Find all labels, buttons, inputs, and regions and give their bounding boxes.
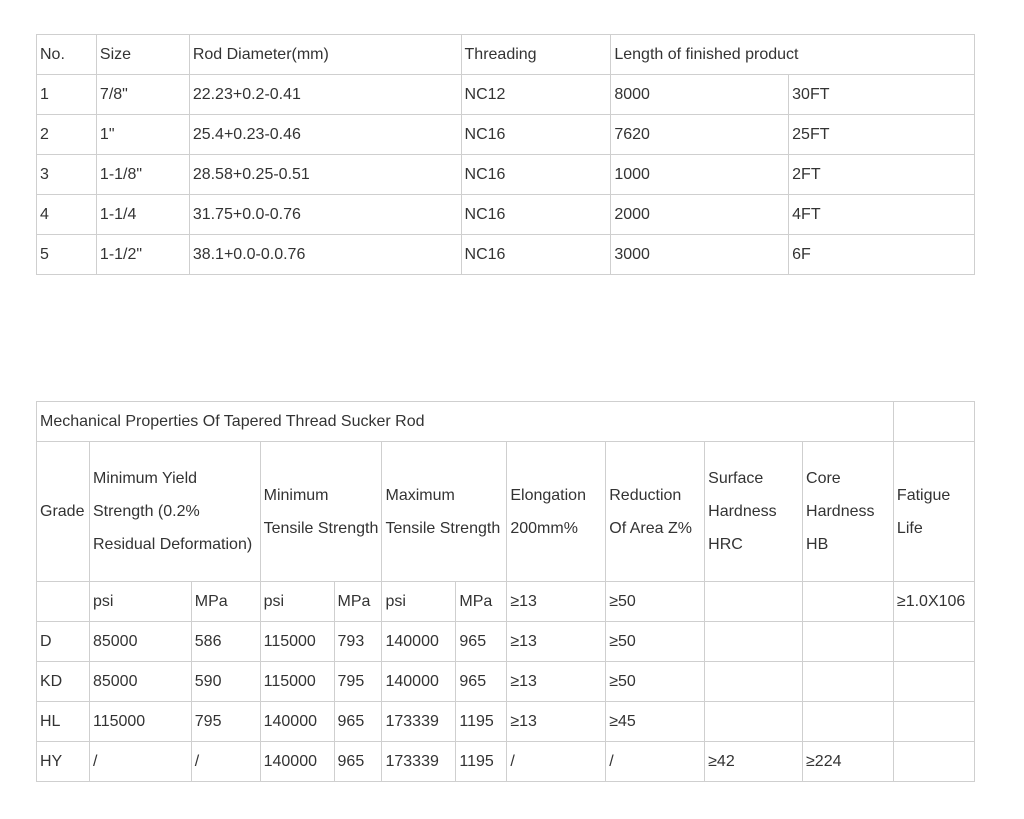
header-rod-diameter: Rod Diameter(mm)	[189, 35, 461, 75]
cell-fatigue-life	[893, 622, 974, 662]
cell-size: 1-1/2"	[96, 235, 189, 275]
cell-size: 1-1/8"	[96, 155, 189, 195]
cell-grade: KD	[37, 662, 90, 702]
cell-yield-mpa: 795	[191, 702, 260, 742]
header-grade: Grade	[37, 442, 90, 582]
cell-surface-hardness: ≥42	[705, 742, 803, 782]
rod-size-table	[36, 34, 975, 275]
header-min-tensile: Minimum Tensile Strength	[260, 442, 382, 582]
cell-fatigue-life: ≥1.0X106	[893, 582, 974, 622]
cell-min-tensile-mpa: 795	[334, 662, 382, 702]
table-row	[37, 235, 975, 275]
table-row	[37, 75, 975, 115]
cell-core-hardness	[803, 662, 894, 702]
cell-no: 4	[37, 195, 97, 235]
cell-no: 1	[37, 75, 97, 115]
header-no: No.	[37, 35, 97, 75]
cell-grade: HL	[37, 702, 90, 742]
header-max-tensile: Maximum Tensile Strength	[382, 442, 507, 582]
cell-max-tensile-psi: 173339	[382, 742, 456, 782]
cell-length: 2000	[611, 195, 789, 235]
cell-surface-hardness	[705, 582, 803, 622]
cell-length-ft: 6F	[789, 235, 975, 275]
cell-core-hardness	[803, 702, 894, 742]
cell-length: 3000	[611, 235, 789, 275]
cell-elongation: ≥13	[507, 662, 606, 702]
cell-length-ft: 25FT	[789, 115, 975, 155]
header-fatigue-life: Fatigue Life	[893, 442, 974, 582]
header-min-yield: Minimum Yield Strength (0.2% Residual Deformation)	[89, 442, 260, 582]
cell-threading: NC16	[461, 195, 611, 235]
cell-min-tensile-mpa: 965	[334, 702, 382, 742]
cell-elongation: ≥13	[507, 702, 606, 742]
cell-max-tensile-psi: psi	[382, 582, 456, 622]
cell-threading: NC16	[461, 235, 611, 275]
cell-min-tensile-mpa: MPa	[334, 582, 382, 622]
cell-reduction: /	[606, 742, 705, 782]
cell-yield-mpa: 586	[191, 622, 260, 662]
cell-elongation: /	[507, 742, 606, 782]
cell-rod-diameter: 31.75+0.0-0.76	[189, 195, 461, 235]
mechanical-properties-table	[36, 401, 975, 782]
cell-length: 1000	[611, 155, 789, 195]
cell-min-tensile-psi: 140000	[260, 742, 334, 782]
cell-grade: D	[37, 622, 90, 662]
cell-surface-hardness	[705, 622, 803, 662]
mech-table-title: Mechanical Properties Of Tapered Thread Sucker Rod	[37, 402, 894, 442]
table-row	[37, 702, 975, 742]
cell-max-tensile-psi: 140000	[382, 622, 456, 662]
header-threading: Threading	[461, 35, 611, 75]
cell-rod-diameter: 22.23+0.2-0.41	[189, 75, 461, 115]
cell-length-ft: 2FT	[789, 155, 975, 195]
table-row	[37, 155, 975, 195]
header-core-hardness: Core Hardness HB	[803, 442, 894, 582]
cell-size: 1-1/4	[96, 195, 189, 235]
unit-row	[37, 582, 975, 622]
cell-core-hardness	[803, 622, 894, 662]
cell-core-hardness	[803, 582, 894, 622]
cell-threading: NC16	[461, 155, 611, 195]
cell-no: 5	[37, 235, 97, 275]
cell-yield-mpa: MPa	[191, 582, 260, 622]
cell-max-tensile-mpa: 1195	[456, 742, 507, 782]
cell-min-tensile-psi: 140000	[260, 702, 334, 742]
cell-min-tensile-mpa: 793	[334, 622, 382, 662]
cell-rod-diameter: 25.4+0.23-0.46	[189, 115, 461, 155]
cell-length-ft: 4FT	[789, 195, 975, 235]
cell-yield-psi: psi	[89, 582, 191, 622]
cell-threading: NC16	[461, 115, 611, 155]
header-size: Size	[96, 35, 189, 75]
cell-yield-psi: 85000	[89, 662, 191, 702]
cell-no: 2	[37, 115, 97, 155]
cell-min-tensile-psi: 115000	[260, 622, 334, 662]
cell-yield-psi: 115000	[89, 702, 191, 742]
cell-max-tensile-mpa: 965	[456, 622, 507, 662]
cell-max-tensile-psi: 140000	[382, 662, 456, 702]
table-row	[37, 622, 975, 662]
header-reduction: Reduction Of Area Z%	[606, 442, 705, 582]
cell-yield-psi: 85000	[89, 622, 191, 662]
cell-max-tensile-psi: 173339	[382, 702, 456, 742]
cell-length: 8000	[611, 75, 789, 115]
cell-yield-mpa: /	[191, 742, 260, 782]
cell-surface-hardness	[705, 662, 803, 702]
cell-length: 7620	[611, 115, 789, 155]
cell-reduction: ≥50	[606, 582, 705, 622]
cell-size: 7/8"	[96, 75, 189, 115]
cell-grade: HY	[37, 742, 90, 782]
header-elongation: Elongation 200mm%	[507, 442, 606, 582]
cell-yield-psi: /	[89, 742, 191, 782]
cell-min-tensile-psi: psi	[260, 582, 334, 622]
cell-no: 3	[37, 155, 97, 195]
cell-grade	[37, 582, 90, 622]
cell-rod-diameter: 38.1+0.0-0.0.76	[189, 235, 461, 275]
table-row	[37, 742, 975, 782]
cell-fatigue-life	[893, 742, 974, 782]
cell-reduction: ≥50	[606, 622, 705, 662]
size-table-header-row	[37, 35, 975, 75]
cell-max-tensile-mpa: 1195	[456, 702, 507, 742]
table-row	[37, 662, 975, 702]
cell-size: 1"	[96, 115, 189, 155]
header-surface-hardness: Surface Hardness HRC	[705, 442, 803, 582]
mech-header-row	[37, 442, 975, 582]
title-empty-cell	[893, 402, 974, 442]
mech-title-row	[37, 402, 975, 442]
cell-elongation: ≥13	[507, 582, 606, 622]
header-length: Length of finished product	[611, 35, 975, 75]
cell-reduction: ≥45	[606, 702, 705, 742]
cell-fatigue-life	[893, 662, 974, 702]
table-row	[37, 115, 975, 155]
cell-reduction: ≥50	[606, 662, 705, 702]
cell-max-tensile-mpa: MPa	[456, 582, 507, 622]
cell-surface-hardness	[705, 702, 803, 742]
cell-fatigue-life	[893, 702, 974, 742]
cell-elongation: ≥13	[507, 622, 606, 662]
table-row	[37, 195, 975, 235]
cell-core-hardness: ≥224	[803, 742, 894, 782]
cell-min-tensile-mpa: 965	[334, 742, 382, 782]
cell-rod-diameter: 28.58+0.25-0.51	[189, 155, 461, 195]
cell-yield-mpa: 590	[191, 662, 260, 702]
cell-min-tensile-psi: 115000	[260, 662, 334, 702]
cell-max-tensile-mpa: 965	[456, 662, 507, 702]
cell-threading: NC12	[461, 75, 611, 115]
cell-length-ft: 30FT	[789, 75, 975, 115]
